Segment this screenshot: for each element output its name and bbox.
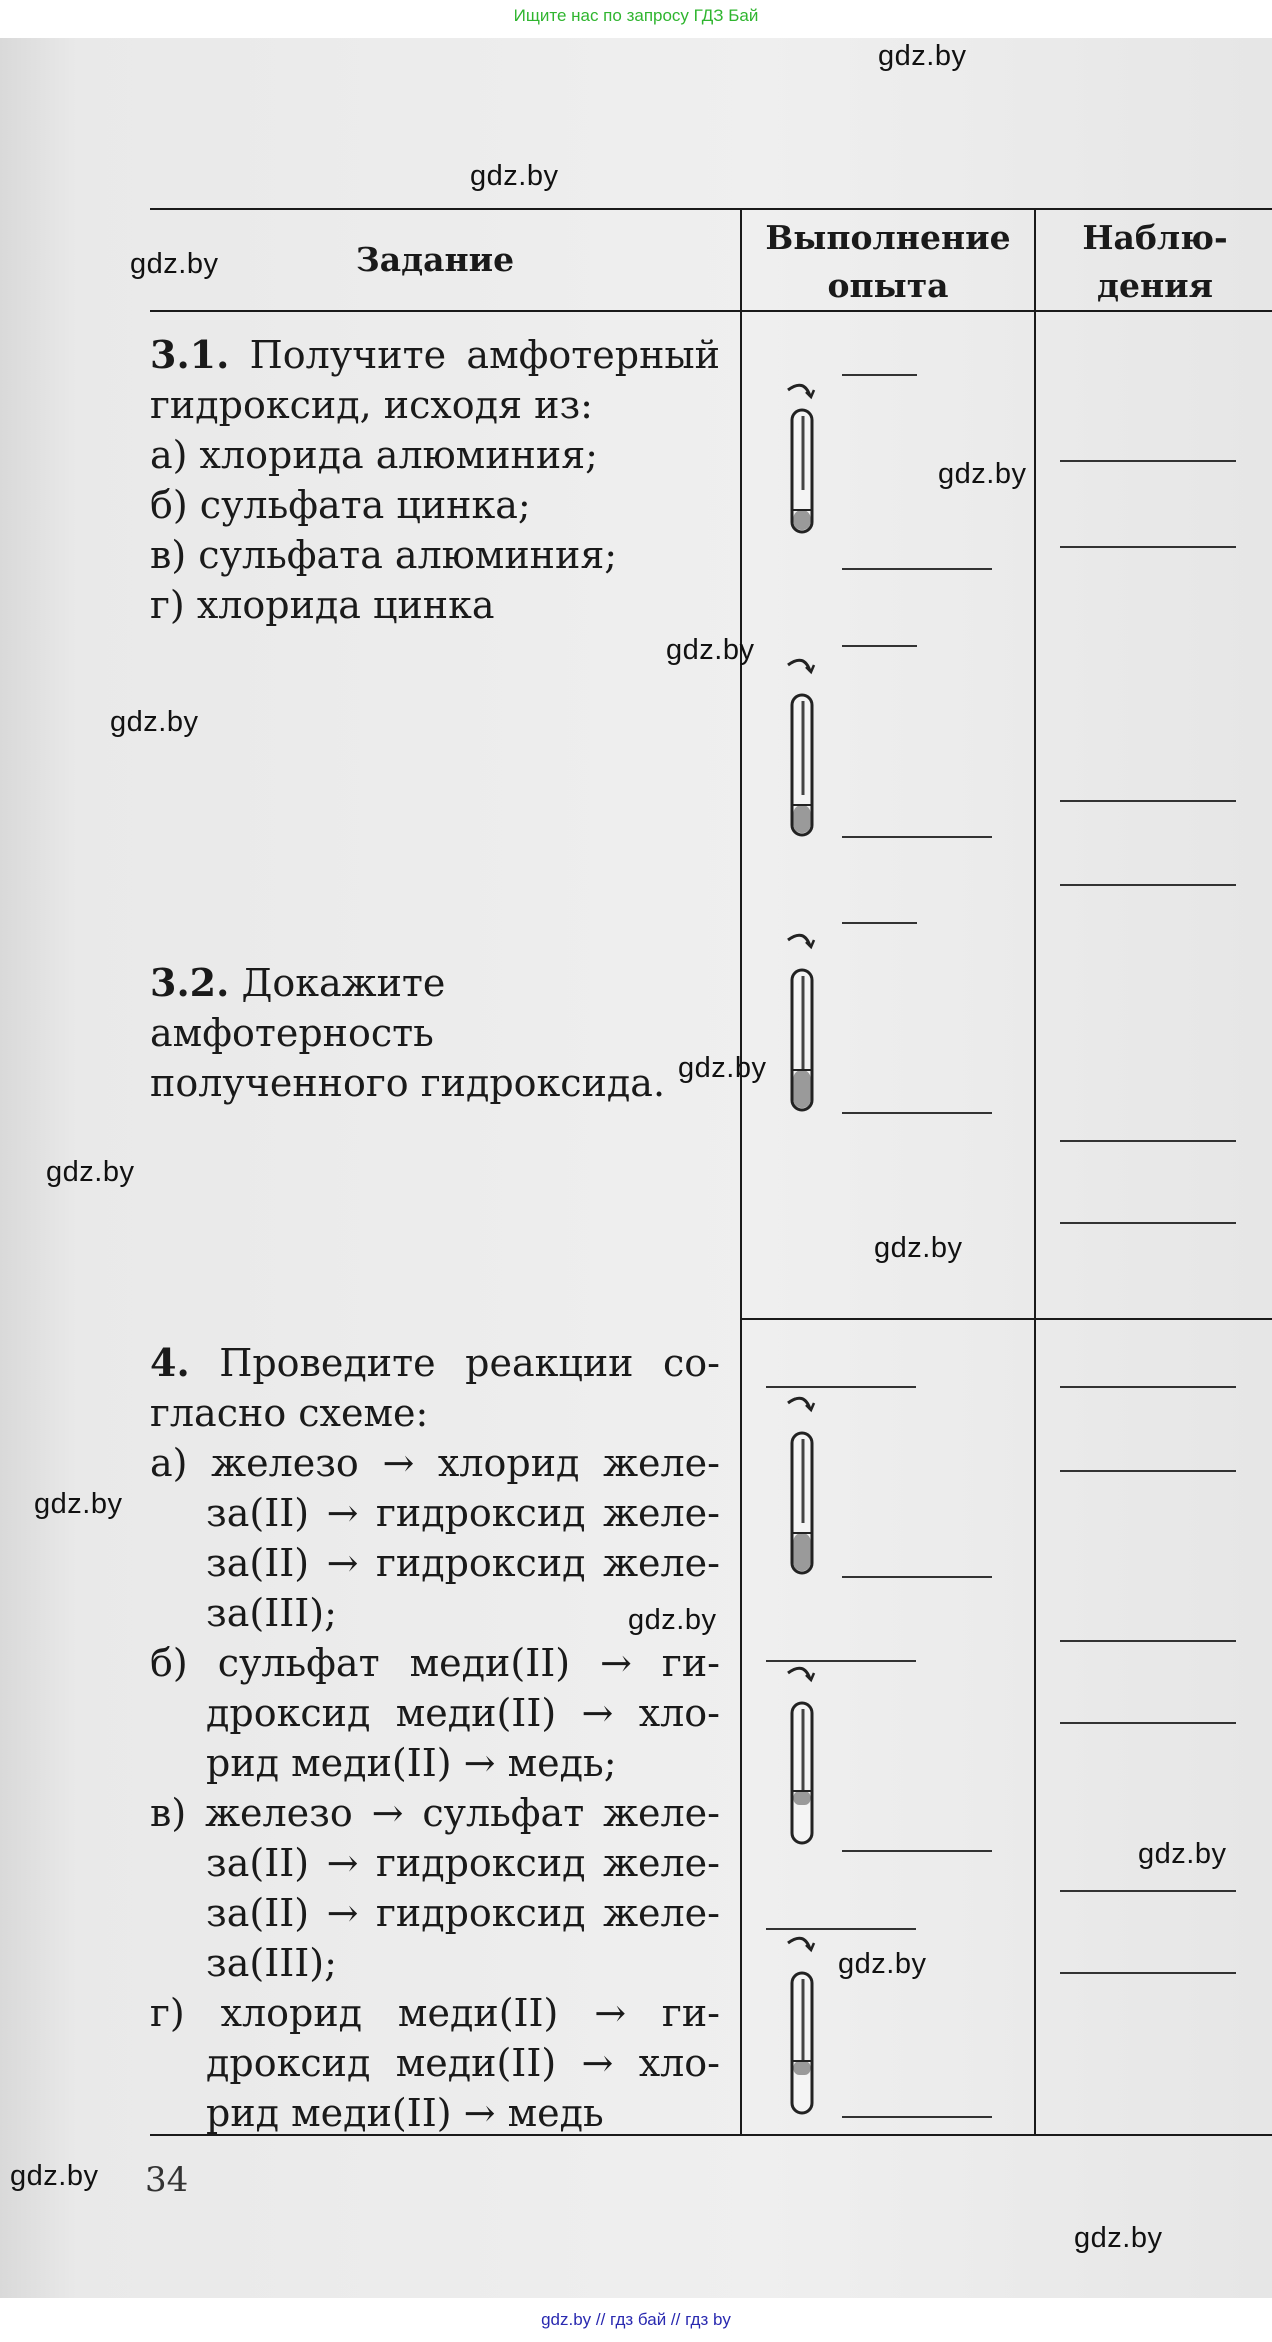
answer-line[interactable] <box>1060 546 1236 548</box>
task-4: 4. Проведите реакции со- гласно схеме: а) железо → хлорид желе- за(II) → гидроксид желе- за(II) → гидроксид желе- за(III); б) сульфат меди(II) → ги- дроксид меди(II) → хло- рид меди(II) → медь; в) железо → сульфат желе- за(II) → гидроксид желе- за(II) → гидроксид желе- за(III); г) хлорид меди(II) → ги- дроксид меди(II) → хло- рид меди(II) → медь <box>150 1340 720 2135</box>
watermark: gdz.by <box>1138 1838 1227 1870</box>
answer-line[interactable] <box>1060 1140 1236 1142</box>
answer-line[interactable] <box>1060 800 1236 802</box>
test-tube-icon <box>780 1933 830 2123</box>
watermark: gdz.by <box>678 1052 767 1084</box>
answer-line[interactable] <box>842 922 917 924</box>
answer-line[interactable] <box>1060 1386 1236 1388</box>
answer-line[interactable] <box>842 1112 992 1114</box>
watermark: gdz.by <box>10 2160 99 2192</box>
watermark: gdz.by <box>34 1488 123 1520</box>
row-divider <box>740 1318 1272 1320</box>
watermark: gdz.by <box>628 1604 717 1636</box>
answer-line[interactable] <box>1060 1470 1236 1472</box>
watermark: gdz.by <box>110 706 199 738</box>
watermark: gdz.by <box>878 40 967 72</box>
watermark: gdz.by <box>130 248 219 280</box>
watermark: gdz.by <box>838 1948 927 1980</box>
test-tube-icon <box>780 1663 830 1853</box>
header-observations: Наблю- дения <box>1082 218 1228 305</box>
answer-line[interactable] <box>1060 884 1236 886</box>
task-number: 3.2. <box>150 960 230 1005</box>
watermark: gdz.by <box>1074 2222 1163 2254</box>
column-divider-2 <box>1034 208 1036 2136</box>
answer-line[interactable] <box>766 1386 916 1388</box>
answer-line[interactable] <box>842 836 992 838</box>
answer-line[interactable] <box>1060 1640 1236 1642</box>
header-execution: Выполнение опыта <box>765 218 1011 305</box>
answer-line[interactable] <box>842 374 917 376</box>
watermark: gdz.by <box>666 634 755 666</box>
watermark: gdz.by <box>470 160 559 192</box>
page-number: 34 <box>145 2160 189 2200</box>
header-task: Задание <box>355 240 515 279</box>
table-top-rule <box>150 208 1272 210</box>
answer-line[interactable] <box>842 1576 992 1578</box>
bottom-banner[interactable]: gdz.by // гдз бай // гдз by <box>541 2310 731 2329</box>
answer-line[interactable] <box>1060 1890 1236 1892</box>
test-tube-icon <box>780 655 830 845</box>
answer-line[interactable] <box>1060 1722 1236 1724</box>
answer-line[interactable] <box>1060 1972 1236 1974</box>
task-number: 4. <box>150 1340 190 1385</box>
answer-line[interactable] <box>766 1928 916 1930</box>
answer-line[interactable] <box>842 1850 992 1852</box>
test-tube-icon <box>780 380 830 540</box>
top-banner[interactable]: Ищите нас по запросу ГДЗ Бай <box>513 6 759 25</box>
answer-line[interactable] <box>766 1660 916 1662</box>
task-3-1: 3.1. Получите амфотерный гидроксид, исходя из: а) хлорида алюминия; б) сульфата цинка; в) сульфата алюминия; г) хлорида цинка <box>150 332 720 627</box>
answer-line[interactable] <box>842 645 917 647</box>
watermark: gdz.by <box>874 1232 963 1264</box>
watermark: gdz.by <box>938 458 1027 490</box>
answer-line[interactable] <box>842 2116 992 2118</box>
header-bottom-rule <box>150 310 1272 312</box>
test-tube-icon <box>780 1393 830 1583</box>
test-tube-icon <box>780 930 830 1120</box>
answer-line[interactable] <box>1060 1222 1236 1224</box>
answer-line[interactable] <box>1060 460 1236 462</box>
task-3-2: 3.2. Докажите амфотерность полученного гидроксида. <box>150 960 666 1105</box>
answer-line[interactable] <box>842 568 992 570</box>
task-number: 3.1. <box>150 332 230 377</box>
watermark: gdz.by <box>46 1156 135 1188</box>
column-divider-1 <box>740 208 742 2136</box>
